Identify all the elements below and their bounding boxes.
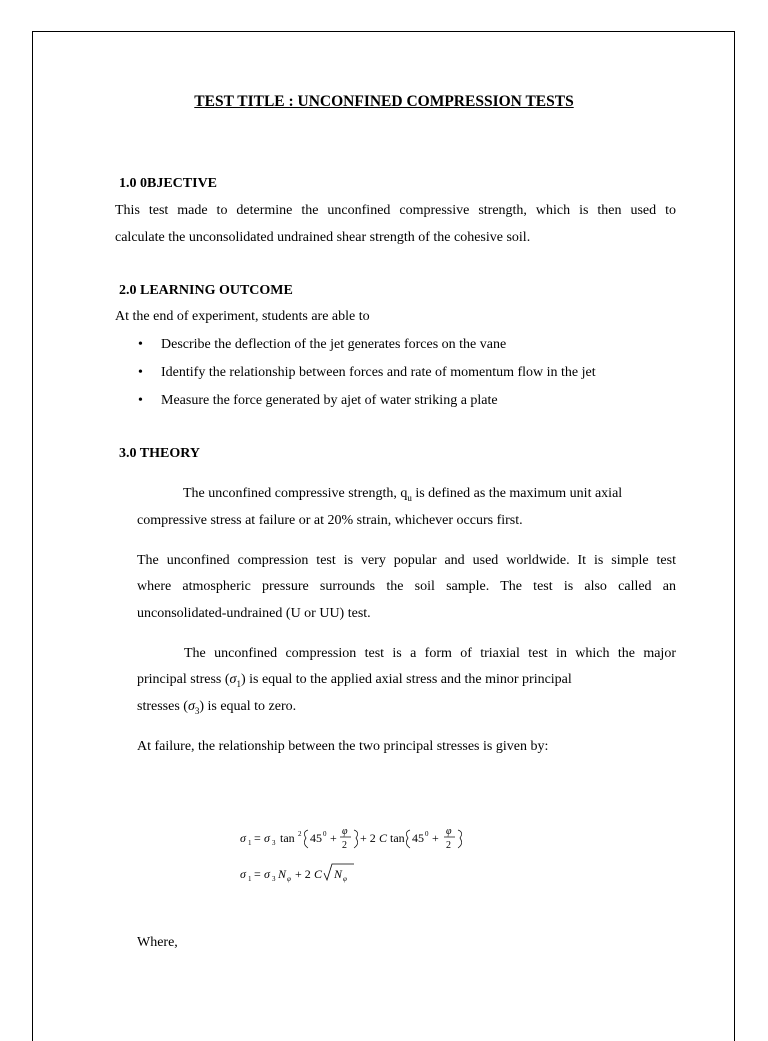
bullet-icon: • [138, 337, 143, 352]
svg-text:φ: φ [342, 826, 348, 837]
svg-text:0: 0 [425, 830, 429, 838]
svg-text:+ 2: + 2 [295, 867, 311, 881]
svg-text:tan: tan [390, 831, 405, 845]
theory-p1-text-a: The unconfined compressive strength, q [183, 486, 408, 501]
svg-text:=: = [254, 867, 261, 881]
objective-line-1: This test made to determine the unconfined compressive strength, which is then used to [115, 203, 676, 218]
svg-text:tan: tan [280, 831, 295, 845]
sigma-symbol: σ [229, 672, 237, 687]
equation-1 [240, 826, 462, 851]
svg-text:C: C [314, 867, 323, 881]
bullet-icon: • [138, 393, 143, 408]
list-item [138, 390, 596, 418]
bullet-icon: • [138, 365, 143, 380]
svg-text:+ 2: + 2 [360, 831, 376, 845]
svg-text:=: = [254, 831, 261, 845]
svg-text:N: N [278, 867, 287, 881]
learning-outcome-heading: 2.0 LEARNING OUTCOME [119, 283, 293, 298]
theory-p3-line-2 [137, 672, 676, 688]
svg-text:3: 3 [272, 839, 276, 847]
svg-text:45: 45 [310, 831, 322, 845]
objective-heading: 1.0 0BJECTIVE [119, 176, 218, 191]
text-equal-zero: ) is equal to zero. [199, 699, 297, 714]
svg-text:C: C [379, 831, 388, 845]
sigma-symbol: σ [187, 699, 195, 714]
list-item-text: Measure the force generated by ajet of water striking a plate [161, 393, 498, 408]
theory-p1-text-b: is defined as the maximum unit axial [411, 486, 623, 501]
svg-text:2: 2 [342, 840, 347, 851]
where-label: Where, [137, 935, 178, 950]
svg-text:+: + [330, 831, 337, 845]
svg-text:2: 2 [298, 830, 302, 838]
objective-line-2: calculate the unconsolidated undrained shear strength of the cohesive soil. [115, 230, 531, 245]
list-item-text: Describe the deflection of the jet generates forces on the vane [161, 337, 507, 352]
svg-text:45: 45 [412, 831, 424, 845]
svg-text:σ: σ [240, 831, 246, 845]
list-item [138, 334, 596, 362]
learning-outcome-intro: At the end of experiment, students are able to [115, 309, 370, 324]
theory-heading: 3.0 THEORY [119, 446, 200, 461]
theory-p1-line-1 [183, 486, 622, 502]
svg-text:3: 3 [272, 875, 276, 883]
text-principal-stress: principal stress ( [137, 672, 230, 687]
sigma-subscript-3: 3 [194, 705, 200, 716]
svg-text:0: 0 [323, 830, 327, 838]
svg-text:σ: σ [264, 867, 270, 881]
list-item-text: Identify the relationship between forces and rate of momentum flow in the jet [161, 365, 596, 380]
text-equal-axial: ) is equal to the applied axial stress and the minor principal [240, 672, 572, 687]
svg-text:+: + [432, 831, 439, 845]
theory-p1-line-2: compressive stress at failure or at 20% strain, whichever occurs first. [137, 513, 523, 528]
failure-equations [238, 818, 478, 890]
sigma-subscript-1: 1 [236, 678, 241, 689]
theory-p3-line-3 [137, 699, 296, 715]
svg-text:σ: σ [240, 867, 246, 881]
svg-text:2: 2 [446, 840, 451, 851]
equation-2 [240, 864, 354, 883]
theory-p2-line-1: The unconfined compression test is very popular and used worldwide. It is simple test [137, 553, 676, 568]
svg-text:φ: φ [343, 875, 347, 883]
theory-p2-line-2: where atmospheric pressure surrounds the soil sample. The test is also called an [137, 579, 676, 594]
qu-subscript: u [407, 492, 412, 503]
learning-outcome-list [138, 334, 596, 418]
theory-p2-line-3: unconsolidated-undrained (U or UU) test. [137, 606, 371, 621]
page-title: TEST TITLE : UNCONFINED COMPRESSION TESTS [194, 93, 574, 110]
theory-p3-line-1: The unconfined compression test is a form of triaxial test in which the major [184, 646, 676, 661]
svg-text:1: 1 [248, 839, 252, 847]
text-stresses: stresses ( [137, 699, 188, 714]
theory-p3-line-2-left [137, 672, 572, 688]
svg-text:φ: φ [287, 875, 291, 883]
svg-text:σ: σ [264, 831, 270, 845]
svg-text:φ: φ [446, 826, 452, 837]
svg-text:1: 1 [248, 875, 252, 883]
theory-p4: At failure, the relationship between the two principal stresses is given by: [137, 739, 549, 754]
list-item [138, 362, 596, 390]
svg-text:N: N [334, 867, 343, 881]
